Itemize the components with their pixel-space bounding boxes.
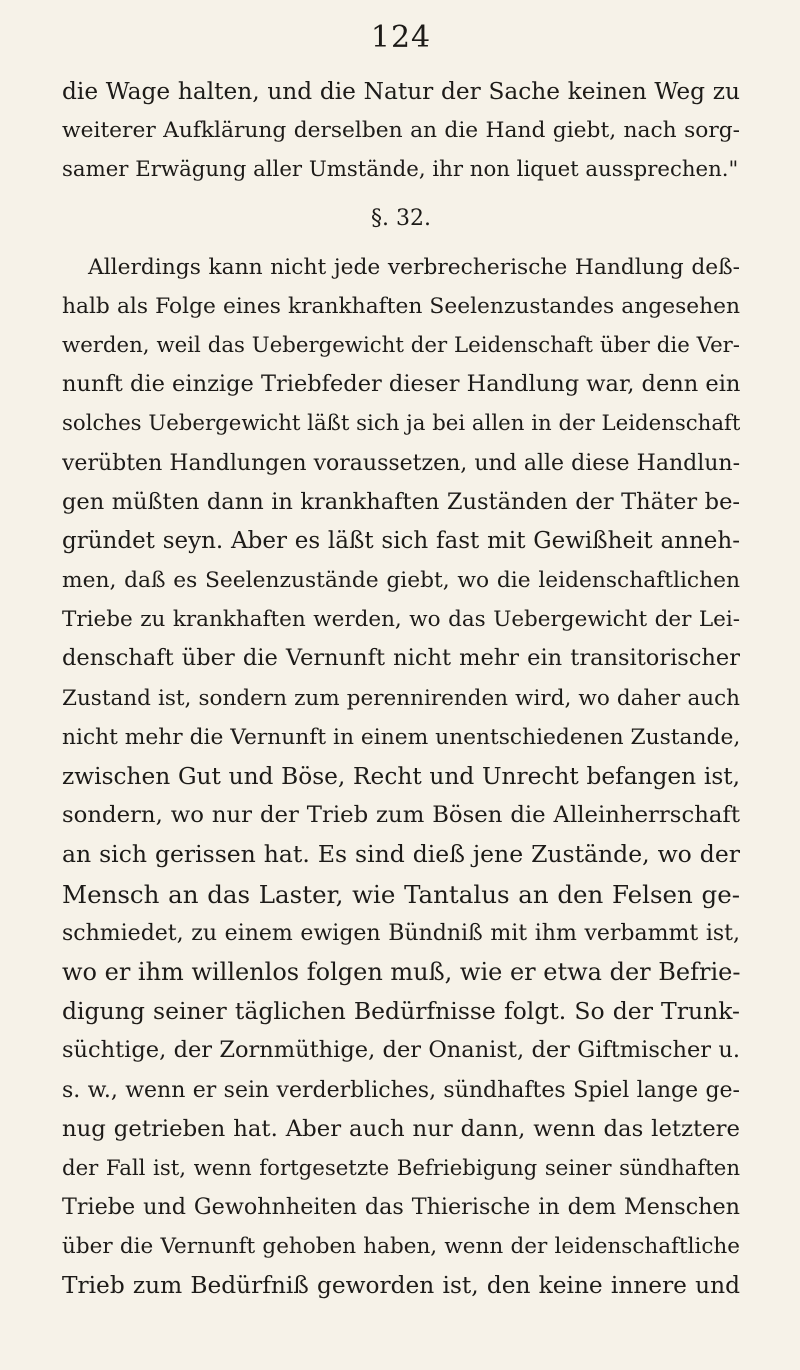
text-line: an sich gerissen hat. Es sind dieß jene Zustände, wo der	[62, 840, 740, 869]
text-line: samer Erwägung aller Umstände, ihr non liquet aussprechen."	[62, 157, 739, 183]
text-line: Triebe zu krankhaften werden, wo das Uebergewicht der Lei-	[62, 607, 740, 633]
text-line: gen müßten dann in krankhaften Zuständen der Thäter be-	[62, 488, 740, 515]
text-line: über die Vernunft gehoben haben, wenn der leidenschaftliche	[62, 1234, 740, 1260]
text-line: verübten Handlungen voraussetzen, und alle diese Handlun-	[62, 450, 740, 476]
text-line: denschaft über die Vernunft nicht mehr ein transitorischer	[62, 645, 740, 672]
text-line: der Fall ist, wenn fortgesetzte Befriebigung seiner sündhaften	[62, 1155, 740, 1181]
text-line: werden, weil das Uebergewicht der Leidenschaft über die Ver-	[62, 332, 740, 358]
text-line: nug getrieben hat. Aber auch nur dann, wenn das letztere	[62, 1115, 740, 1142]
text-line: schmiedet, zu einem ewigen Bündniß mit ihm verbammt ist,	[62, 920, 740, 946]
paragraph-body	[62, 248, 740, 1306]
text-line: die Wage halten, und die Natur der Sache keinen Weg zu	[62, 78, 740, 105]
text-line: nicht mehr die Vernunft in einem unentschiedenen Zustande,	[62, 724, 740, 750]
text-line: men, daß es Seelenzustände giebt, wo die leidenschaftlichen	[62, 568, 740, 594]
text-line: digung seiner täglichen Bedürfnisse folgt. So der Trunk-	[62, 997, 740, 1026]
text-line: halb als Folge eines krankhaften Seelenzustandes angesehen	[62, 293, 740, 319]
page-number: 124	[370, 20, 432, 55]
text-line: solches Uebergewicht läßt sich ja bei allen in der Leidenschaft	[62, 411, 740, 437]
text-line: Triebe und Gewohnheiten das Thierische in dem Menschen	[62, 1194, 740, 1221]
text-line: s. w., wenn er sein verderbliches, sündhaftes Spiel lange ge-	[62, 1077, 740, 1103]
text-line: Allerdings kann nicht jede verbrecherische Handlung deß-	[88, 254, 740, 280]
section-heading: §. 32.	[371, 205, 431, 231]
text-line: Mensch an das Laster, wie Tantalus an den Felsen ge-	[62, 879, 740, 909]
text-line: weiterer Aufklärung derselben an die Hand giebt, nach sorg-	[62, 118, 740, 144]
text-line: süchtige, der Zornmüthige, der Onanist, der Giftmischer u.	[62, 1037, 740, 1064]
text-line: Zustand ist, sondern zum perennirenden wird, wo daher auch	[62, 685, 740, 711]
text-line: nunft die einzige Triebfeder dieser Handlung war, denn ein	[62, 371, 740, 398]
text-line: sondern, wo nur der Trieb zum Bösen die Alleinherrschaft	[62, 802, 740, 829]
paragraph-continuation	[62, 72, 740, 190]
text-line: Trieb zum Bedürfniß geworden ist, den keine innere und	[62, 1272, 740, 1300]
text-line: wo er ihm willenlos folgen muß, wie er etwa der Befrie-	[62, 957, 740, 986]
text-line: gründet seyn. Aber es läßt sich fast mit Gewißheit anneh-	[62, 527, 740, 554]
text-line: zwischen Gut und Böse, Recht und Unrecht befangen ist,	[62, 763, 740, 790]
